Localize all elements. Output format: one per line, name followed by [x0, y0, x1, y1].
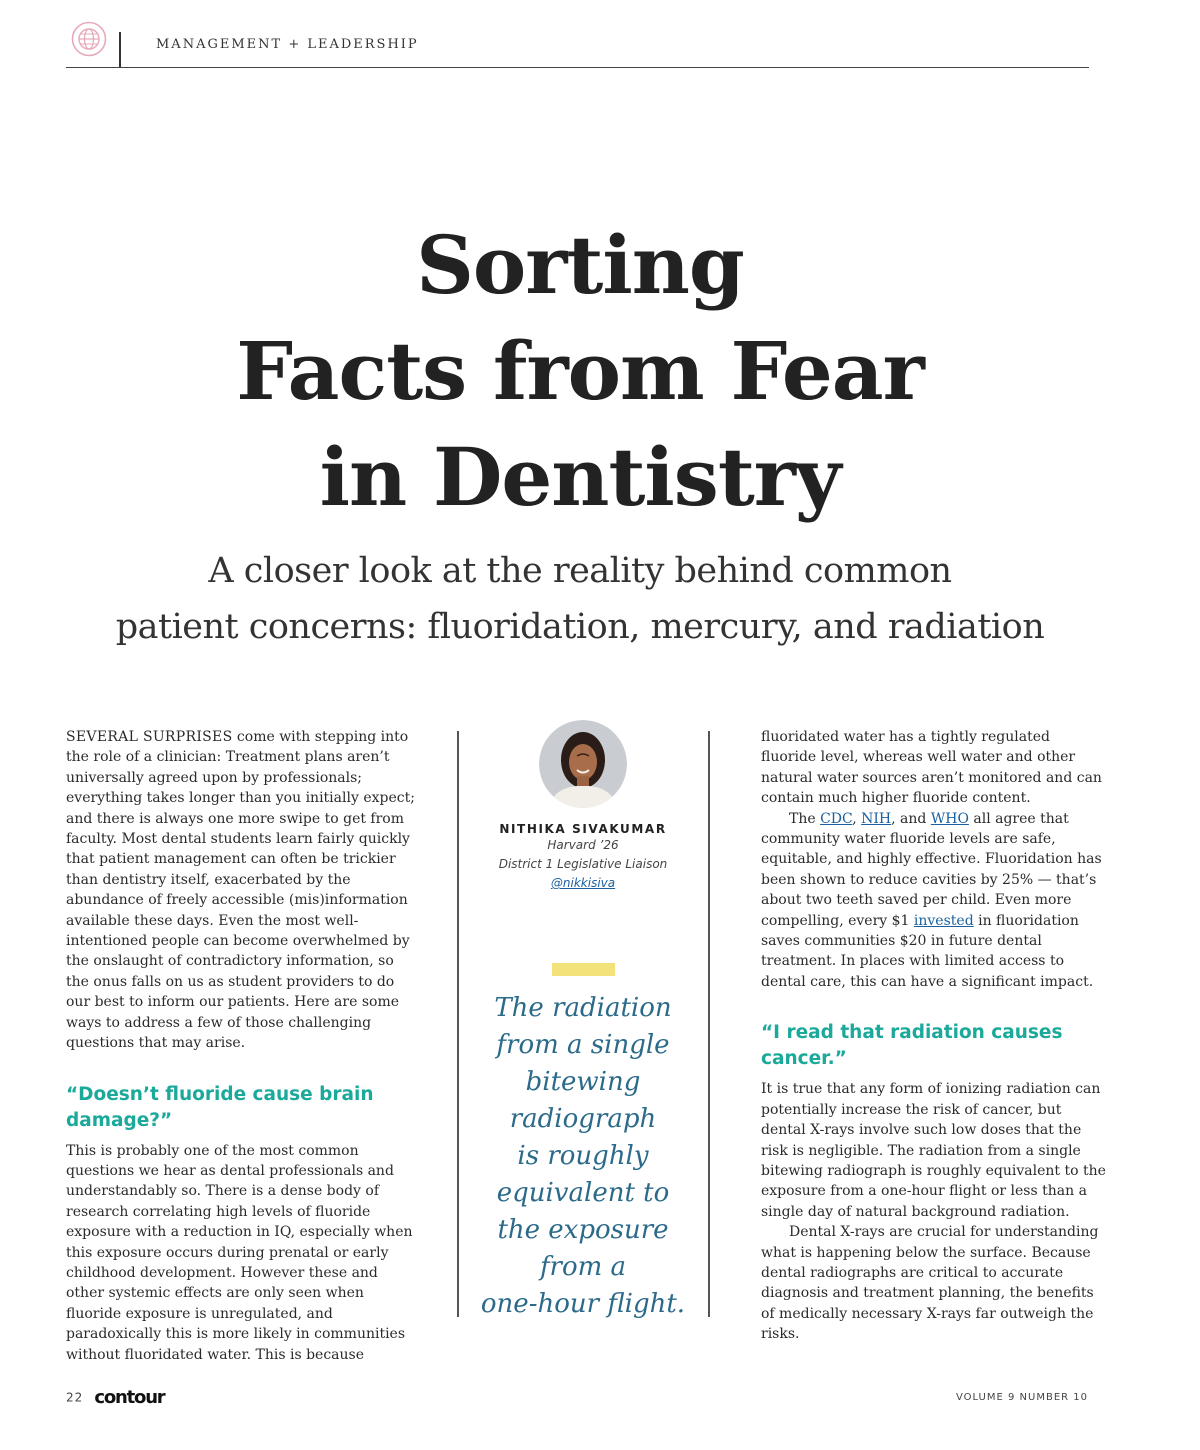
pull-quote-line: bitewing [525, 1067, 641, 1097]
pull-quote-line: from a [539, 1252, 627, 1282]
pull-quote [470, 990, 696, 1323]
author-role: District 1 Legislative Liaison [498, 857, 668, 871]
text-fragment: in fluoridation saves communities $20 in future dental treatment. In places with limited access to dental care, this can have a significant impact. [761, 912, 1094, 990]
author-box [470, 718, 696, 1323]
author-name: NITHIKA SIVAKUMAR [499, 822, 667, 836]
pull-quote-line: is roughly [517, 1141, 649, 1171]
pull-quote-line: from a single [496, 1030, 670, 1060]
left-column [66, 727, 416, 1365]
nih-link[interactable]: NIH [861, 810, 892, 827]
page-number: 22 [66, 1390, 84, 1405]
answer-paragraph-fluoride: This is probably one of the most common questions we hear as dental professionals and understandably so. There is a dense body of research correlating high levels of fluoride exposure with a reduction in IQ, especially when this exposure occurs during prenatal or early childhood development. However these and other systemic effects are only seen when fluoride exposure is unregulated, and paradoxically this is more likely in communities without fluoridated water. This is because [66, 1142, 413, 1363]
text-fragment: all agree that community water fluoride levels are safe, equitable, and highly effective. Fluoridation has been shown to reduce cavities by 25% — that’s about two teeth saved per child. Even more compelling, every $1 [761, 810, 1102, 929]
section-label: MANAGEMENT + LEADERSHIP [156, 37, 419, 52]
cdc-link[interactable]: CDC [820, 810, 853, 827]
continued-paragraph: fluoridated water has a tightly regulated fluoride level, whereas well water and other natural water sources aren’t monitored and can contain much higher fluoride content. [761, 729, 1102, 807]
pull-quote-accent-bar [552, 963, 615, 976]
pull-quote-line: radiograph [509, 1104, 657, 1134]
pull-quote-line: one-hour flight. [480, 1289, 686, 1319]
who-link[interactable]: WHO [930, 810, 969, 827]
page-header [66, 18, 1089, 68]
column-divider-left [457, 731, 459, 1317]
question-heading-fluoride: “Doesn’t fluoride cause brain damage?” [66, 1083, 374, 1131]
title-line: Sorting [416, 218, 744, 312]
intro-text: come with stepping into the role of a clinician: Treatment plans aren’t universally agreed upon by professionals; everything takes longer than you initially expect; and there is always one more swipe to get from faculty. Most dental students learn fairly quickly that patient management can often be trickier than dentistry itself, exacerbated by the abundance of freely accessible (mis)information available these days. Even the most well-intentioned people can become overwhelmed by the onslaught of contradictory information, so the onus falls on us as student providers to do our best to inform our patients. Here are some ways to address a few of those challenging questions that may arise. [66, 729, 415, 1052]
footer-left [66, 1387, 165, 1409]
intro-lead: SEVERAL SURPRISES [66, 729, 233, 745]
title-line: in Dentistry [319, 430, 841, 524]
issue-label: VOLUME 9 NUMBER 10 [955, 1392, 1088, 1403]
subtitle-line: patient concerns: fluoridation, mercury, and radiation [115, 607, 1045, 647]
magazine-logo: contour [94, 1387, 165, 1408]
text-fragment: , [852, 810, 862, 827]
title-line: Facts from Fear [236, 324, 924, 418]
author-school: Harvard ’26 [547, 838, 619, 852]
author-avatar [539, 720, 627, 808]
article-subtitle [60, 543, 1100, 655]
question-heading-radiation: “I read that radiation causes cancer.” [761, 1022, 1063, 1070]
article-title [100, 212, 1060, 530]
xray-paragraph: Dental X-rays are crucial for understanding what is happening below the surface. Because dental radiographs are critical to accurate diagnosis and treatment planning, the benefits of medically necessary X-rays far outweigh the risks. [761, 1224, 1099, 1343]
text-fragment: The [789, 810, 821, 827]
fluoridation-paragraph [761, 809, 1106, 993]
pull-quote-line: equivalent to [496, 1178, 670, 1208]
author-handle-link[interactable]: @nikkisiva [550, 876, 616, 890]
header-divider [119, 32, 121, 67]
column-divider-right [708, 731, 710, 1317]
pull-quote-line: The radiation [494, 993, 672, 1023]
answer-paragraph-radiation: It is true that any form of ionizing radiation can potentially increase the risk of cancer, but dental X-rays involve such low doses that the risk is negligible. The radiation from a single bitewing radiograph is roughly equivalent to the exposure from a one-hour flight or less than a single day of natural background radiation. [761, 1081, 1106, 1220]
subtitle-line: A closer look at the reality behind common [208, 551, 952, 591]
right-column [761, 727, 1106, 1345]
invested-link[interactable]: invested [913, 912, 974, 929]
pull-quote-line: the exposure [497, 1215, 669, 1245]
intro-paragraph [66, 727, 416, 1054]
globe-icon [71, 21, 107, 57]
text-fragment: , and [891, 810, 931, 827]
